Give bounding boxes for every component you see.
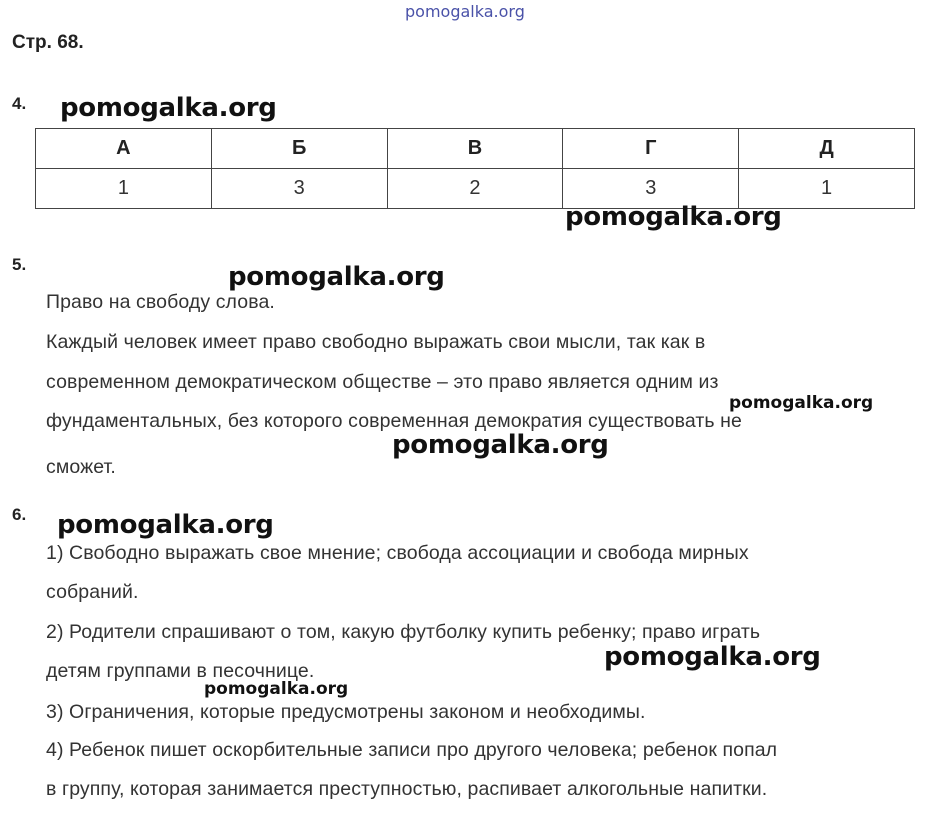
task-5-line: Каждый человек имеет право свободно выражать свои мысли, так как в: [46, 331, 706, 353]
watermark: pomogalka.org: [57, 510, 274, 540]
watermark: pomogalka.org: [204, 679, 349, 699]
watermark-top: pomogalka.org: [405, 2, 525, 21]
table-value-cell: 3: [211, 169, 387, 209]
watermark: pomogalka.org: [604, 642, 821, 672]
task-4-number: 4.: [12, 94, 27, 113]
page-label: Стр. 68.: [12, 32, 84, 53]
table-header-cell: В: [387, 129, 563, 169]
table-value-cell: 1: [36, 169, 212, 209]
table-header-cell: Б: [211, 129, 387, 169]
table-value-cell: 2: [387, 169, 563, 209]
watermark: pomogalka.org: [392, 430, 609, 460]
task-6-line: детям группами в песочнице.: [46, 660, 315, 682]
task-5-line: Право на свободу слова.: [46, 291, 275, 313]
task-5-line: современном демократическом обществе – это право является одним из: [46, 371, 719, 393]
table-header-cell: Д: [739, 129, 915, 169]
task-6-number: 6.: [12, 505, 27, 524]
task-6-line: собраний.: [46, 581, 139, 603]
watermark: pomogalka.org: [729, 393, 874, 413]
table-header-cell: Г: [563, 129, 739, 169]
task-5-line: фундаментальных, без которого современная демократия существовать не: [46, 410, 742, 432]
table-value-cell: 1: [739, 169, 915, 209]
task-6-line: 1) Свободно выражать свое мнение; свобода ассоциации и свобода мирных: [46, 542, 749, 564]
table-value-cell: 3: [563, 169, 739, 209]
answer-table-header-row: [36, 129, 915, 169]
answer-table: [35, 128, 915, 209]
task-6-line: 3) Ограничения, которые предусмотрены законом и необходимы.: [46, 701, 646, 723]
task-6-line: в группу, которая занимается преступностью, распивает алкогольные напитки.: [46, 778, 768, 800]
task-5-number: 5.: [12, 255, 27, 274]
task-6-line: 2) Родители спрашивают о том, какую футболку купить ребенку; право играть: [46, 621, 761, 643]
task-6-line: 4) Ребенок пишет оскорбительные записи про другого человека; ребенок попал: [46, 739, 778, 761]
table-header-cell: А: [36, 129, 212, 169]
watermark: pomogalka.org: [60, 93, 277, 123]
watermark: pomogalka.org: [565, 202, 782, 232]
answer-table-value-row: [36, 169, 915, 209]
watermark: pomogalka.org: [228, 262, 445, 292]
task-5-line: сможет.: [46, 456, 116, 478]
